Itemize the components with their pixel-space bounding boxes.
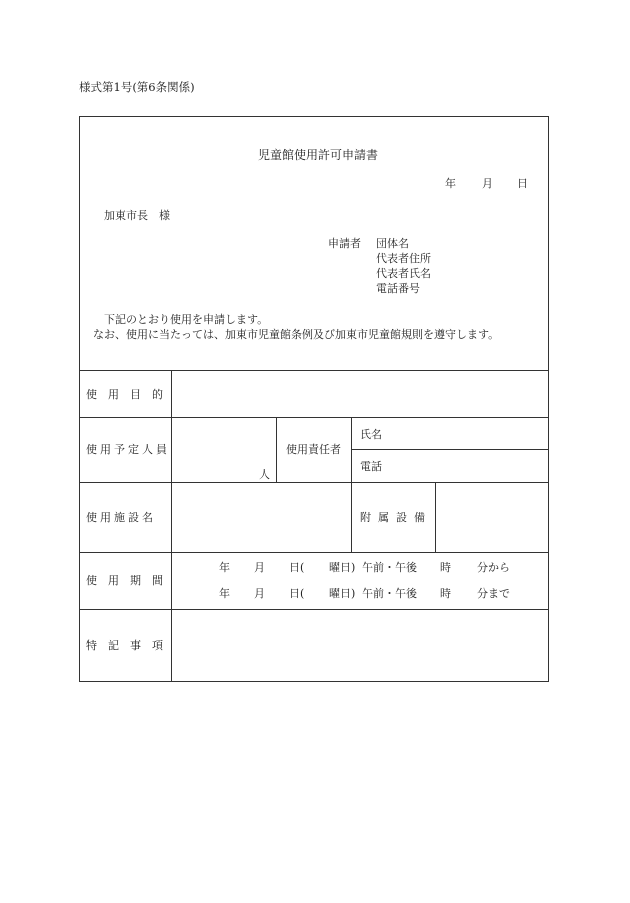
table-line bbox=[79, 482, 549, 483]
table-line bbox=[79, 417, 549, 418]
date-day-label: 日 bbox=[517, 177, 528, 190]
from-hour-label: 時 bbox=[440, 561, 451, 574]
responsible-name-label: 氏名 bbox=[360, 428, 382, 441]
to-hour-label: 時 bbox=[440, 587, 451, 600]
equipment-label: 附属設備 bbox=[360, 511, 432, 524]
to-minute-label: 分まで bbox=[477, 587, 510, 600]
statement-line-2: なお、使用に当たっては、加東市児童館条例及び加東市児童館規則を遵守します。 bbox=[93, 328, 500, 341]
from-weekday-label: 曜日) bbox=[329, 561, 356, 574]
purpose-label: 使用目的 bbox=[86, 388, 174, 401]
date-year-label: 年 bbox=[445, 177, 456, 190]
from-year-label: 年 bbox=[219, 561, 230, 574]
responsible-phone-label: 電話 bbox=[360, 460, 382, 473]
table-line bbox=[171, 370, 172, 682]
to-year-label: 年 bbox=[219, 587, 230, 600]
table-line bbox=[351, 449, 549, 450]
to-weekday-label: 曜日) bbox=[329, 587, 356, 600]
to-day-label: 日( bbox=[289, 587, 305, 600]
from-day-label: 日( bbox=[289, 561, 305, 574]
from-month-label: 月 bbox=[254, 561, 265, 574]
form-number: 様式第1号(第6条関係) bbox=[79, 80, 195, 94]
applicant-address-label: 代表者住所 bbox=[376, 252, 431, 265]
date-month-label: 月 bbox=[482, 177, 493, 190]
applicant-label: 申請者 bbox=[328, 237, 361, 250]
persons-unit: 人 bbox=[259, 468, 270, 481]
table-line bbox=[276, 417, 277, 482]
to-ampm-label: 午前・午後 bbox=[362, 587, 417, 600]
addressee: 加東市長 様 bbox=[104, 209, 170, 222]
responsible-label: 使用責任者 bbox=[286, 443, 341, 456]
table-line bbox=[79, 609, 549, 610]
statement-line-1: 下記のとおり使用を申請します。 bbox=[104, 313, 269, 326]
table-line bbox=[79, 370, 549, 371]
to-month-label: 月 bbox=[254, 587, 265, 600]
from-ampm-label: 午前・午後 bbox=[362, 561, 417, 574]
applicant-group-name-label: 団体名 bbox=[376, 237, 409, 250]
table-line bbox=[435, 482, 436, 552]
facility-label: 使用施設名 bbox=[86, 511, 156, 524]
expected-users-label: 使用予定人員 bbox=[86, 443, 170, 456]
from-minute-label: 分から bbox=[477, 561, 510, 574]
applicant-name-label: 代表者氏名 bbox=[376, 267, 431, 280]
applicant-phone-label: 電話番号 bbox=[376, 282, 420, 295]
table-line bbox=[351, 417, 352, 552]
period-label: 使用期間 bbox=[86, 574, 174, 587]
table-line bbox=[79, 552, 549, 553]
form-title: 児童館使用許可申請書 bbox=[258, 148, 379, 162]
notes-label: 特記事項 bbox=[86, 639, 174, 652]
